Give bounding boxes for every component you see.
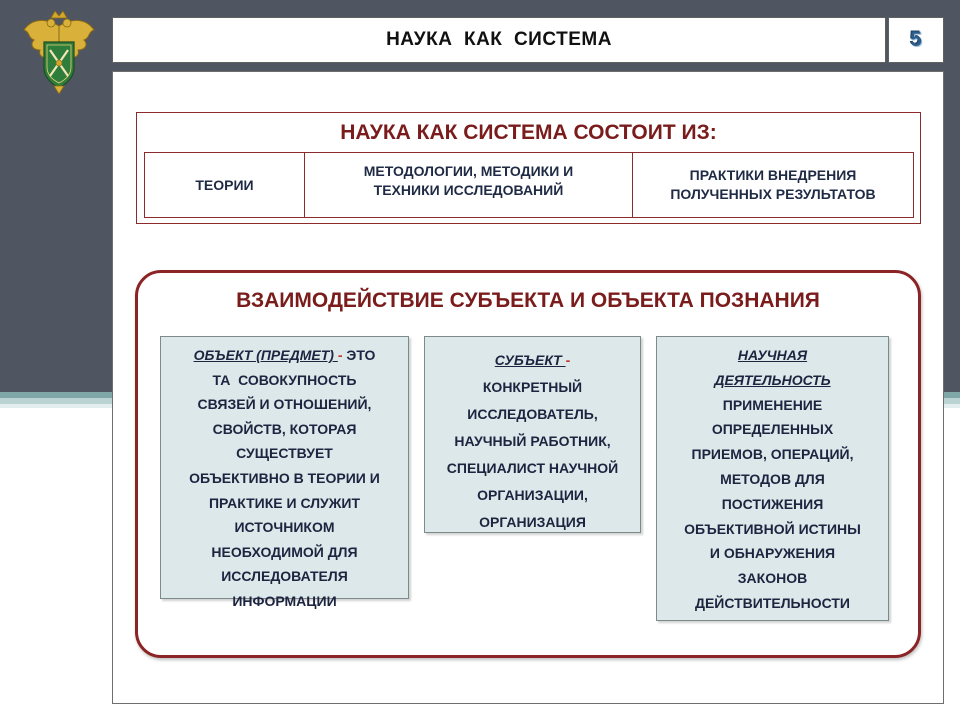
science-composition-section bbox=[136, 112, 921, 224]
eagle-emblem-icon bbox=[22, 8, 96, 94]
components-table bbox=[144, 152, 914, 218]
subject-definition-box bbox=[424, 336, 641, 533]
component-methodology: МЕТОДОЛОГИИ, МЕТОДИКИ И ТЕХНИКИ ИССЛЕДОВАНИЙ bbox=[305, 153, 633, 217]
object-definition-first: ЭТО bbox=[342, 347, 376, 363]
page-number: 5 bbox=[910, 28, 922, 51]
component-practice: ПРАКТИКИ ВНЕДРЕНИЯ ПОЛУЧЕННЫХ РЕЗУЛЬТАТОВ bbox=[670, 167, 876, 202]
page-number-box bbox=[888, 17, 944, 63]
section-heading: ВЗАИМОДЕЙСТВИЕ СУБЪЕКТА И ОБЪЕКТА ПОЗНАНИЯ bbox=[236, 289, 820, 312]
component-theories: ТЕОРИИ bbox=[145, 153, 305, 217]
activity-term-line2: ДЕЯТЕЛЬНОСТЬ bbox=[714, 371, 831, 388]
activity-term-line1: НАУЧНАЯ bbox=[737, 347, 808, 363]
subject-definition: КОНКРЕТНЫЙ ИССЛЕДОВАТЕЛЬ, НАУЧНЫЙ РАБОТНИК, СПЕЦИАЛИСТ НАУЧНОЙ ОРГАНИЗАЦИИ, ОРГАНИЗАЦИЯ bbox=[446, 379, 619, 530]
activity-definition: ПРИМЕНЕНИЕ ОПРЕДЕЛЕННЫХ ПРИЕМОВ, ОПЕРАЦИЙ, МЕТОДОВ ДЛЯ ПОСТИЖЕНИЯ ОБЪЕКТИВНОЙ ИСТИНЫ И ОБНАРУЖЕНИЯ ЗАКОНОВ ДЕЙСТВИТЕЛЬНОСТИ bbox=[684, 396, 861, 611]
object-definition-box bbox=[160, 336, 409, 609]
activity-definition-box bbox=[656, 336, 889, 621]
section-heading: НАУКА КАК СИСТЕМА СОСТОИТ ИЗ: bbox=[340, 121, 717, 144]
object-term: ОБЪЕКТ (ПРЕДМЕТ) bbox=[193, 347, 338, 363]
subject-term: СУБЪЕКТ bbox=[494, 352, 566, 368]
subject-dash: - bbox=[565, 352, 571, 368]
slide-title: НАУКА КАК СИСТЕМА bbox=[112, 17, 886, 63]
object-definition: ТА СОВОКУПНОСТЬ СВЯЗЕЙ И ОТНОШЕНИЙ, СВОЙСТВ, КОТОРАЯ СУЩЕСТВУЕТ ОБЪЕКТИВНО В ТЕОРИИ И ПРАКТИКЕ И СЛУЖИТ ИСТОЧНИКОМ НЕОБХОДИМОЙ ДЛЯ ИССЛЕДОВАТЕЛЯ ИНФОРМАЦИИ bbox=[189, 371, 380, 609]
object-dash: - bbox=[337, 347, 343, 363]
